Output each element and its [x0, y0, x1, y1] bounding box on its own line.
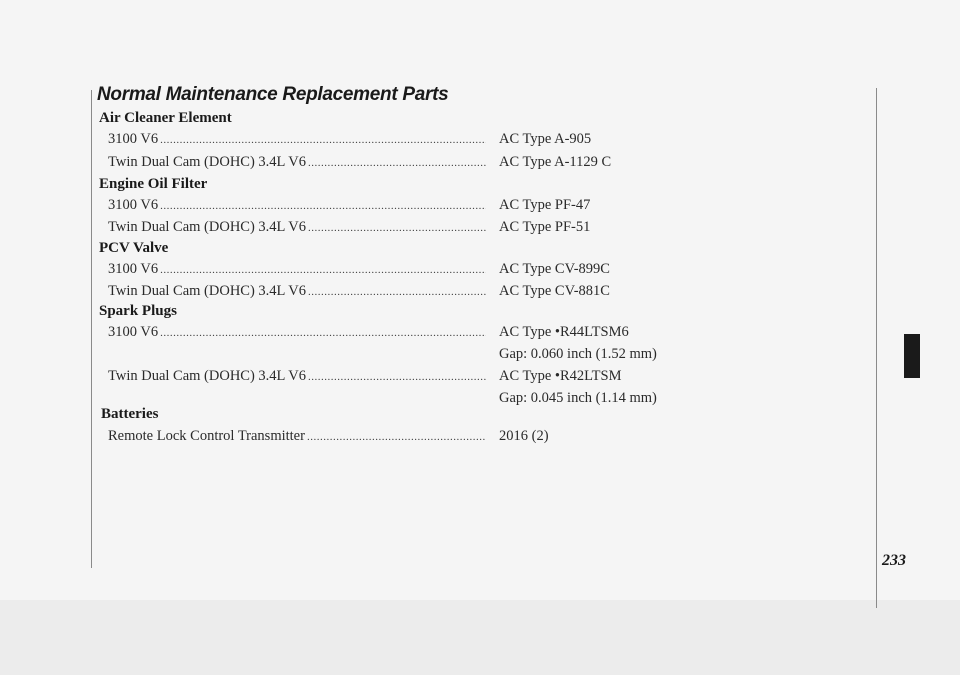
part-number: AC Type PF-47	[499, 197, 591, 213]
dot-leader	[306, 371, 486, 383]
dot-leader	[158, 327, 486, 339]
dot-leader	[158, 200, 486, 212]
engine-label: 3100 V6	[108, 197, 159, 213]
part-row-label	[108, 428, 486, 445]
engine-label: 3100 V6	[108, 131, 159, 147]
engine-label: 3100 V6	[108, 261, 159, 277]
part-row-label	[108, 154, 486, 171]
section-heading-batteries: Batteries	[101, 406, 159, 422]
section-heading-pcv-valve: PCV Valve	[99, 240, 169, 256]
part-row-label	[108, 261, 486, 278]
part-number: AC Type •R42LTSM	[499, 368, 622, 384]
part-number: 2016 (2)	[499, 428, 549, 444]
dot-leader	[306, 222, 486, 234]
engine-label: Twin Dual Cam (DOHC) 3.4L V6	[108, 154, 306, 170]
part-row-label	[108, 324, 486, 341]
right-margin-rule	[876, 88, 877, 608]
part-number: AC Type •R44LTSM6	[499, 324, 629, 340]
component-label: Remote Lock Control Transmitter	[108, 428, 305, 444]
gap-spec: Gap: 0.045 inch (1.14 mm)	[499, 390, 657, 406]
section-heading-air-cleaner-element: Air Cleaner Element	[99, 110, 232, 126]
page-title: Normal Maintenance Replacement Parts	[97, 84, 449, 105]
part-number: AC Type CV-899C	[499, 261, 610, 277]
dot-leader	[306, 286, 486, 298]
dot-leader	[305, 431, 486, 443]
engine-label: 3100 V6	[108, 324, 159, 340]
dot-leader	[306, 157, 486, 169]
page-number: 233	[882, 552, 906, 569]
part-row-label	[108, 131, 486, 148]
part-row-label	[108, 283, 486, 300]
part-number: AC Type PF-51	[499, 219, 591, 235]
left-margin-rule	[91, 90, 92, 568]
engine-label: Twin Dual Cam (DOHC) 3.4L V6	[108, 219, 306, 235]
part-number: AC Type A-1129 C	[499, 154, 612, 170]
part-row-label	[108, 368, 486, 385]
gap-spec: Gap: 0.060 inch (1.52 mm)	[499, 346, 657, 362]
engine-label: Twin Dual Cam (DOHC) 3.4L V6	[108, 368, 306, 384]
part-row-label	[108, 219, 486, 236]
dot-leader	[158, 134, 486, 146]
section-tab-marker	[904, 334, 920, 378]
section-heading-spark-plugs: Spark Plugs	[99, 303, 177, 319]
part-number: AC Type CV-881C	[499, 283, 610, 299]
dot-leader	[158, 264, 486, 276]
part-number: AC Type A-905	[499, 131, 592, 147]
section-heading-engine-oil-filter: Engine Oil Filter	[99, 176, 208, 192]
engine-label: Twin Dual Cam (DOHC) 3.4L V6	[108, 283, 306, 299]
part-row-label	[108, 197, 486, 214]
